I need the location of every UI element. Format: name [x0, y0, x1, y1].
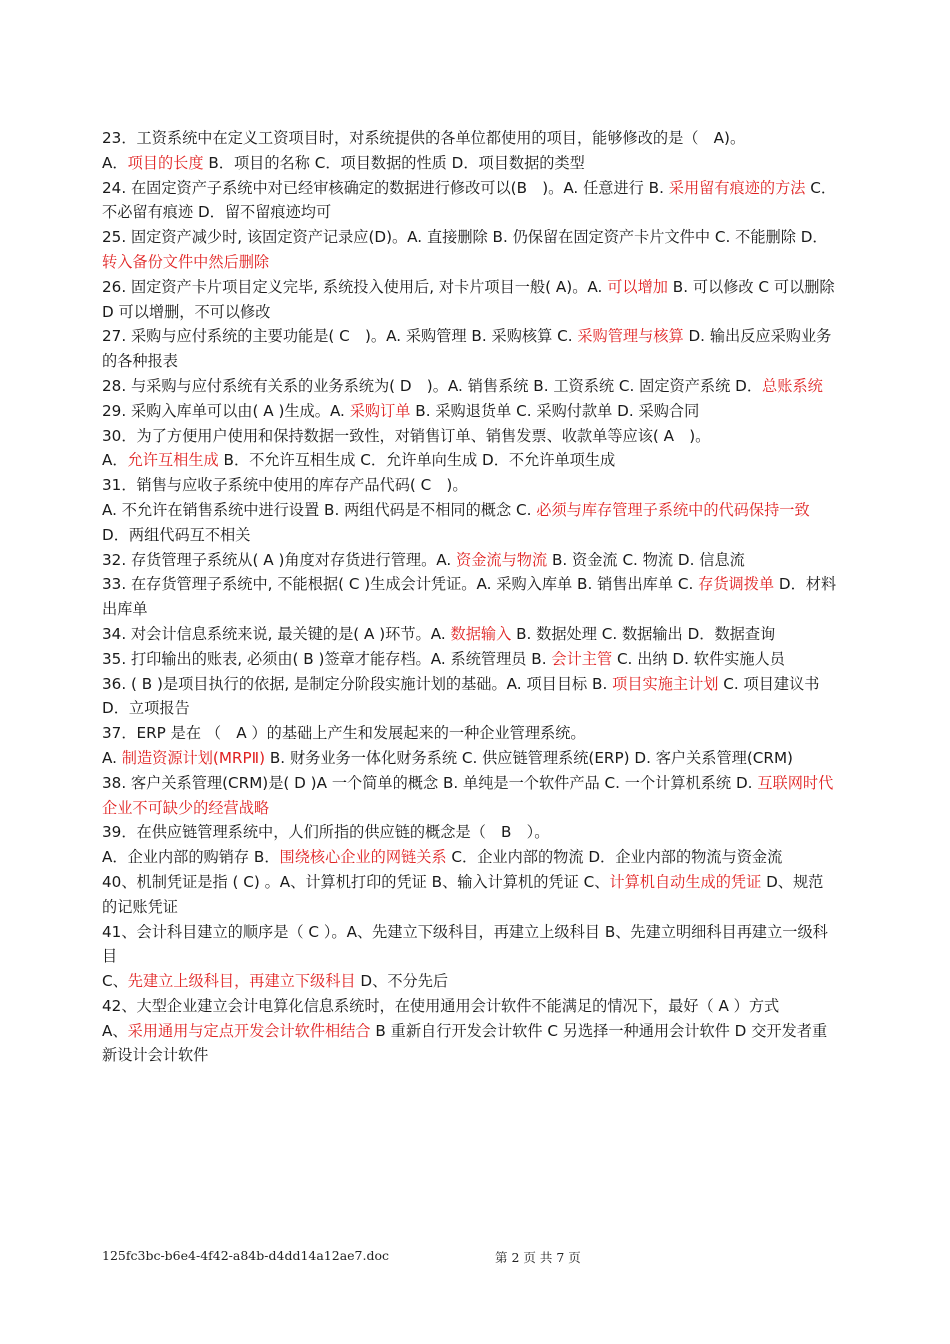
question-paragraph [102, 870, 838, 920]
text-run: C、 [102, 972, 128, 991]
answer-highlight: 先建立上级科目，再建立下级科目 [127, 972, 356, 991]
text-run: 41、会计科目建立的顺序是（ C ）。A、先建立下级科目，再建立上级科目 B、先建立明细科目再建立一级科目 [102, 922, 828, 966]
text-run: 30．为了方便用户使用和保持数据一致性，对销售订单、销售发票、收款单等应该( A )。 [102, 426, 711, 445]
text-run: 33. 在存货管理子系统中, 不能根据( C )生成会计凭证。A. 采购入库单 B. 销售出库单 C. [102, 575, 699, 594]
question-paragraph [102, 498, 838, 548]
question-paragraph [102, 845, 838, 870]
text-run: A、 [102, 1021, 128, 1040]
text-run: 32. 存货管理子系统从( A )角度对存货进行管理。A. [102, 550, 457, 569]
footer-filename: 125fc3bc-b6e4-4f42-a84b-d4dd14a12ae7.doc [102, 1248, 390, 1263]
text-run: B. 采购退货单 C. 采购付款单 D. 采购合同 [410, 401, 700, 420]
answer-highlight: 项目的长度 [127, 153, 204, 172]
text-run: 39．在供应链管理系统中，人们所指的供应链的概念是（ B ）。 [102, 823, 550, 842]
text-run: D、不分先后 [355, 972, 449, 991]
page-footer [102, 1248, 838, 1266]
question-paragraph [102, 969, 838, 994]
text-run: A. [102, 748, 122, 767]
text-run: D．两组代码互不相关 [102, 525, 251, 544]
question-paragraph [102, 548, 838, 573]
text-run: 40、机制凭证是指 ( C) 。A、计算机打印的凭证 B、输入计算机的凭证 C、 [102, 872, 610, 891]
text-run: B. 可以修改 C 可以删除 D 可以增删，不可以修改 [102, 277, 835, 321]
text-run: 28. 与采购与应付系统有关系的业务系统为( D )。A. 销售系统 B. 工资系统 C. 固定资产系统 D． [102, 376, 763, 395]
answer-highlight: 采用通用与定点开发会计软件相结合 [127, 1021, 371, 1040]
answer-highlight: 存货调拨单 [698, 575, 775, 594]
text-run: 27. 采购与应付系统的主要功能是( C )。A. 采购管理 B. 采购核算 C. [102, 327, 578, 346]
question-paragraph [102, 647, 838, 672]
text-run: B．项目的名称 C．项目数据的性质 D．项目数据的类型 [203, 153, 585, 172]
question-paragraph [102, 473, 838, 498]
question-paragraph [102, 721, 838, 746]
text-run: B. 资金流 C. 物流 D. 信息流 [547, 550, 745, 569]
text-run: A. 不允许在销售系统中进行设置 B. 两组代码是不相同的概念 C. [102, 500, 537, 519]
text-run: 31．销售与应收子系统中使用的库存产品代码( C )。 [102, 476, 468, 495]
question-paragraph [102, 126, 838, 151]
answer-highlight: 计算机自动生成的凭证 [609, 872, 762, 891]
text-run: 35. 打印输出的账表, 必须由( B )签章才能存档。A. 系统管理员 B. [102, 649, 552, 668]
question-paragraph [102, 572, 838, 622]
text-run: 34. 对会计信息系统来说, 最关键的是( A )环节。A. [102, 624, 451, 643]
question-paragraph [102, 746, 838, 771]
question-paragraph [102, 771, 838, 821]
question-paragraph [102, 920, 838, 970]
answer-highlight: 项目实施主计划 [612, 674, 719, 693]
text-run: 37．ERP 是在 （ A ）的基础上产生和发展起来的一种企业管理系统。 [102, 724, 586, 743]
answer-highlight: 允许互相生成 [127, 451, 219, 470]
text-run: A． [102, 153, 128, 172]
text-run: C. 项目建议书 D．立项报告 [102, 674, 820, 718]
document-body [102, 126, 838, 1068]
footer-page-number: 第 2 页 共 7 页 [495, 1250, 581, 1265]
text-run: D．材料出库单 [102, 575, 837, 619]
text-run: B．不允许互相生成 C．允许单向生成 D．不允许单项生成 [218, 451, 616, 470]
question-paragraph [102, 176, 838, 226]
text-run: A．企业内部的购销存 B． [102, 848, 280, 867]
answer-highlight: 互联网时代企业不可缺少的经营战略 [102, 773, 834, 817]
question-paragraph [102, 374, 838, 399]
question-paragraph [102, 820, 838, 845]
question-paragraph [102, 424, 838, 449]
text-run: 42、大型企业建立会计电算化信息系统时，在使用通用会计软件不能满足的情况下，最好（ A ）方式 [102, 996, 780, 1015]
question-paragraph [102, 622, 838, 647]
question-paragraph [102, 151, 838, 176]
answer-highlight: 采购管理与核算 [577, 327, 684, 346]
text-run: 29. 采购入库单可以由( A )生成。A. [102, 401, 350, 420]
answer-highlight: 转入备份文件中然后删除 [102, 252, 270, 271]
text-run: D、规范的记账凭证 [102, 872, 824, 916]
answer-highlight: 数据输入 [450, 624, 512, 643]
question-paragraph [102, 399, 838, 424]
text-run: 23．工资系统中在定义工资项目时，对系统提供的各单位都使用的项目，能够修改的是（ A)。 [102, 129, 746, 147]
question-paragraph [102, 1019, 838, 1069]
question-paragraph [102, 324, 838, 374]
question-paragraph [102, 672, 838, 722]
answer-highlight: 制造资源计划(MRPⅡ) [121, 748, 266, 767]
text-run: C. 出纳 D. 软件实施人员 [612, 649, 785, 668]
answer-highlight: 采购订单 [349, 401, 411, 420]
text-run: 26. 固定资产卡片项目定义完毕, 系统投入使用后, 对卡片项目一般( A)。A. [102, 277, 608, 296]
question-paragraph [102, 275, 838, 325]
answer-highlight: 资金流与物流 [456, 550, 548, 569]
text-run: 25. 固定资产减少时, 该固定资产记录应(D)。A. 直接删除 B. 仍保留在固定资产卡片文件中 C. 不能删除 D． [102, 228, 828, 247]
text-run: 24. 在固定资产子系统中对已经审核确定的数据进行修改可以(B )。A. 任意进行 B. [102, 178, 669, 197]
answer-highlight: 采用留有痕迹的方法 [668, 178, 806, 197]
text-run: C．企业内部的物流 D．企业内部的物流与资金流 [446, 848, 783, 867]
answer-highlight: 围绕核心企业的网链关系 [279, 848, 447, 867]
question-paragraph [102, 225, 838, 275]
text-run: A． [102, 451, 128, 470]
question-paragraph [102, 994, 838, 1019]
answer-highlight: 必须与库存管理子系统中的代码保持一致 [536, 500, 810, 519]
text-run: D. 输出反应采购业务的各种报表 [102, 327, 832, 371]
answer-highlight: 总账系统 [762, 376, 823, 395]
text-run: C．不必留有痕迹 D．留不留痕迹均可 [102, 178, 837, 222]
question-paragraph [102, 448, 838, 473]
text-run: 36. ( B )是项目执行的依据, 是制定分阶段实施计划的基础。A. 项目目标 B. [102, 674, 613, 693]
text-run: B. 财务业务一体化财务系统 C. 供应链管理系统(ERP) D. 客户关系管理(CRM) [265, 748, 793, 767]
text-run: B 重新自行开发会计软件 C 另选择一种通用会计软件 D 交开发者重新设计会计软件 [102, 1021, 828, 1065]
text-run: B. 数据处理 C. 数据输出 D．数据查询 [511, 624, 776, 643]
text-run: 38. 客户关系管理(CRM)是( D )A 一个简单的概念 B. 单纯是一个软件产品 C. 一个计算机系统 D. [102, 773, 758, 792]
answer-highlight: 会计主管 [551, 649, 613, 668]
answer-highlight: 可以增加 [607, 277, 668, 296]
